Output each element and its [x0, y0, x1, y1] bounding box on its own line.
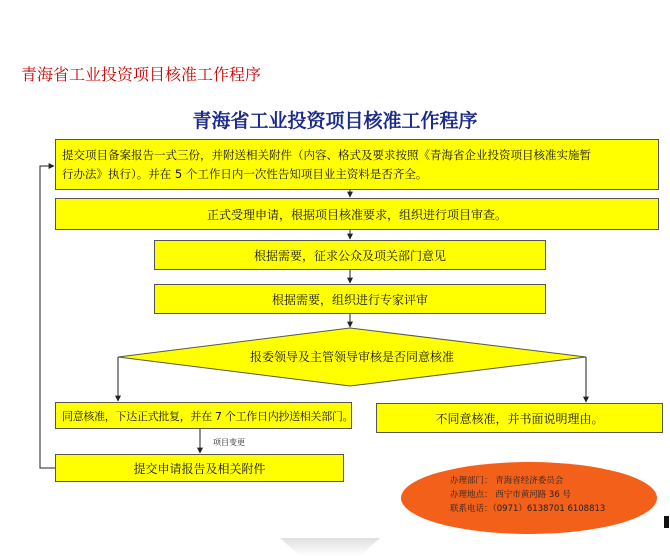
step-solicit-opinions-label: 根据需要，征求公众及项关部门意见	[253, 248, 446, 263]
decision-label: 报委领导及主管领导审核是否同意核准	[249, 349, 454, 364]
page-heading: 青海省工业投资项目核准工作程序	[21, 65, 262, 84]
edge-mark	[664, 516, 669, 528]
step-expert-review	[154, 284, 546, 314]
step-expert-review-label: 根据需要，组织进行专家评审	[271, 292, 428, 307]
contact-address: 办理地点： 西宁市黄河路 36 号	[450, 490, 571, 500]
step-solicit-opinions	[154, 240, 546, 270]
step-rejected	[376, 403, 663, 433]
step-resubmit	[55, 454, 344, 482]
step-formal-acceptance	[55, 198, 659, 230]
step-submit-filing-line2: 行办法》执行）。并在 5 个工作日内一次性告知项目业主资料是否齐全。	[62, 166, 428, 181]
step-resubmit-label: 提交申请报告及相关附件	[133, 461, 266, 476]
step-approved	[55, 402, 352, 429]
step-formal-acceptance-label: 正式受理申请，根据项目核准要求，组织进行项目审查。	[206, 207, 507, 222]
contact-info	[450, 474, 605, 516]
step-approved-label: 同意核准，下达正式批复，并在 7 个工作日内抄送相关部门。	[62, 409, 354, 423]
contact-phone: 联系电话：（0971）6138701 6108813	[450, 504, 606, 514]
project-change-note: 项目变更	[213, 438, 245, 447]
step-submit-filing	[55, 139, 659, 190]
reflection-shape	[280, 538, 380, 556]
chart-title: 青海省工业投资项目核准工作程序	[192, 110, 478, 132]
contact-office: 办理部门： 青海省经济委员会	[450, 476, 564, 486]
step-submit-filing-line1: 提交项目备案报告一式三份，并附送相关附件（内容、格式及要求按照《青海省企业投资项目核准实施暂	[62, 147, 591, 162]
step-rejected-label: 不同意核准，并书面说明理由。	[435, 411, 604, 426]
feedback-loop-line	[40, 166, 55, 468]
